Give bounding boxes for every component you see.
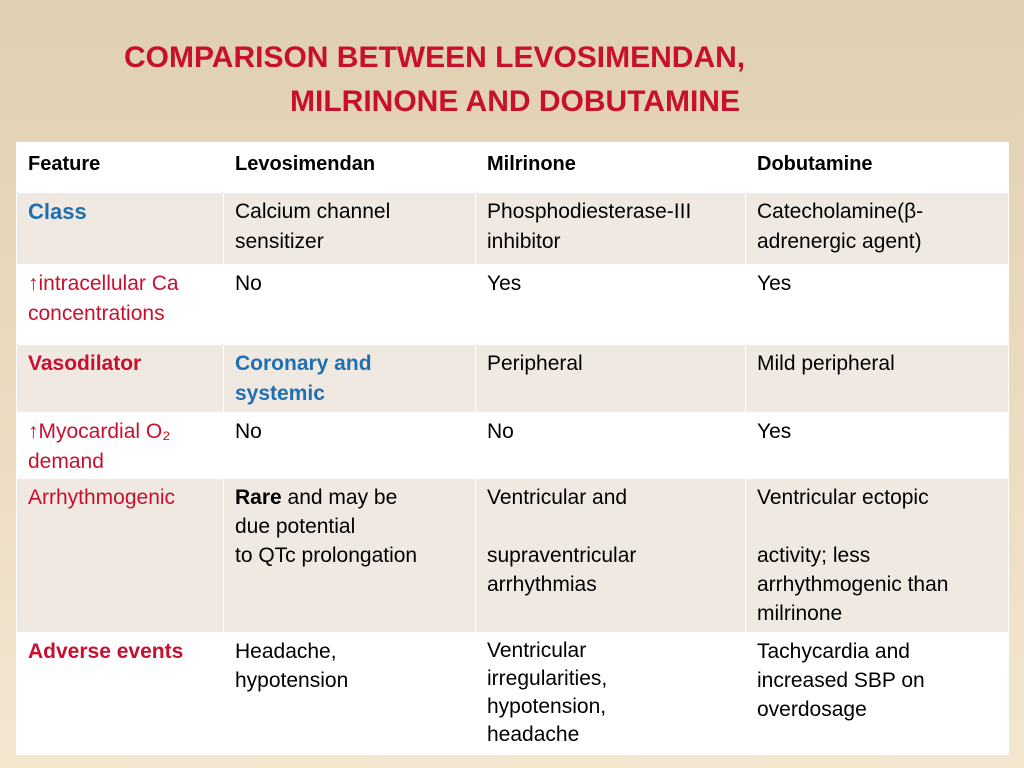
milrinone-o2-demand: No xyxy=(476,413,746,479)
header-dobutamine: Dobutamine xyxy=(746,143,1009,193)
feature-adverse-events: Adverse events xyxy=(17,633,224,755)
title-line-1: COMPARISON BETWEEN LEVOSIMENDAN, xyxy=(124,41,746,74)
table-row-calcium xyxy=(17,265,1009,345)
feature-o2-demand: ↑Myocardial O₂ demand xyxy=(17,413,224,479)
dobutamine-vasodilator: Mild peripheral xyxy=(746,345,1009,413)
levosimendan-vasodilator: Coronary and systemic xyxy=(224,345,476,413)
feature-calcium: ↑intracellular Ca concentrations xyxy=(17,265,224,345)
dobutamine-arrhythmogenic: Ventricular ectopic activity; less arrhythmogenic than milrinone xyxy=(746,479,1009,633)
table-row-arrhythmogenic xyxy=(17,479,1009,633)
table-row-class xyxy=(17,193,1009,265)
levosimendan-class: Calcium channel sensitizer xyxy=(224,193,476,265)
header-feature: Feature xyxy=(17,143,224,193)
title-line-2: MILRINONE AND DOBUTAMINE xyxy=(290,85,740,118)
milrinone-adverse-events: Ventricular irregularities, hypotension, headache xyxy=(476,633,746,755)
table-row-adverse-events xyxy=(17,633,1009,755)
milrinone-arrhythmogenic: Ventricular and supraventricular arrhythmias xyxy=(476,479,746,633)
milrinone-vasodilator: Peripheral xyxy=(476,345,746,413)
header-levosimendan: Levosimendan xyxy=(224,143,476,193)
slide-title xyxy=(124,36,1004,124)
table-row-vasodilator xyxy=(17,345,1009,413)
feature-arrhythmogenic: Arrhythmogenic xyxy=(17,479,224,633)
milrinone-class: Phosphodiesterase-III inhibitor xyxy=(476,193,746,265)
dobutamine-calcium: Yes xyxy=(746,265,1009,345)
feature-class: Class xyxy=(17,193,224,265)
dobutamine-adverse-events: Tachycardia and increased SBP on overdosage xyxy=(746,633,1009,755)
levosimendan-o2-demand: No xyxy=(224,413,476,479)
levosimendan-calcium: No xyxy=(224,265,476,345)
dobutamine-class: Catecholamine(β- adrenergic agent) xyxy=(746,193,1009,265)
feature-vasodilator: Vasodilator xyxy=(17,345,224,413)
header-milrinone: Milrinone xyxy=(476,143,746,193)
table-row-o2-demand xyxy=(17,413,1009,479)
levosimendan-arrhythmogenic: Rare and may be due potential to QTc prolongation xyxy=(224,479,476,633)
table-header-row xyxy=(17,143,1009,193)
dobutamine-o2-demand: Yes xyxy=(746,413,1009,479)
comparison-table xyxy=(16,142,1009,755)
milrinone-calcium: Yes xyxy=(476,265,746,345)
levosimendan-adverse-events: Headache, hypotension xyxy=(224,633,476,755)
